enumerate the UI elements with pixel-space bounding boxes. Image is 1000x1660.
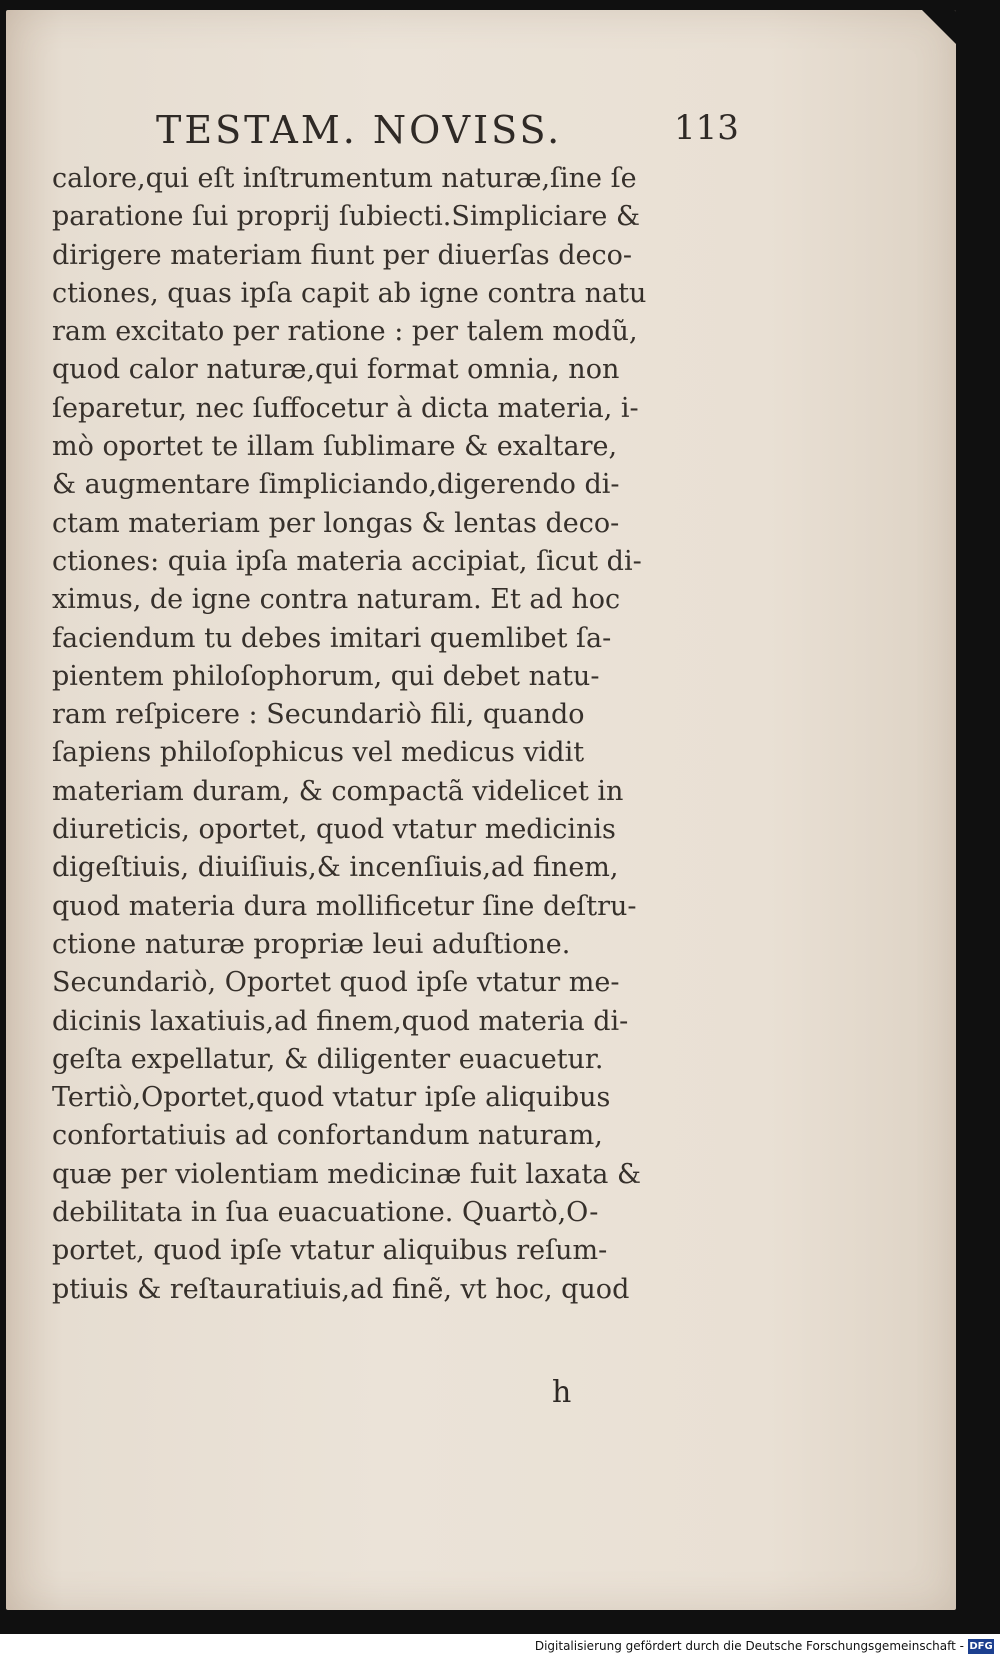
text-line: materiam duram, & compactã videlicet in [52, 775, 624, 807]
text-line: quod calor naturæ,qui format omnia, non [52, 354, 620, 386]
text-line: ram reſpicere : Secundariò fili, quando [52, 699, 585, 731]
text-line: & augmentare ſimpliciando,digerendo di- [52, 469, 620, 501]
page-header [156, 108, 739, 152]
text-line: Tertiò,Oportet,quod vtatur ipſe aliquibus [52, 1082, 611, 1114]
running-title: TESTAM. NOVISS. [156, 108, 563, 152]
text-line: calore,qui eſt inſtrumentum naturæ,ſine ſe [52, 163, 637, 194]
text-line: confortatiuis ad confortandum naturam, [52, 1120, 603, 1152]
text-line: ptiuis & reſtauratiuis,ad finẽ, vt hoc, quod [52, 1273, 630, 1305]
book-page [6, 10, 956, 1610]
text-line: mò oportet te illam ſublimare & exaltare, [52, 431, 618, 463]
body-text [52, 160, 712, 1309]
text-line: pientem philoſophorum, qui debet natu- [52, 660, 600, 692]
dfg-logo: DFG [969, 1641, 993, 1652]
text-line: ctam materiam per longas & lentas deco- [52, 507, 620, 539]
text-line: ſapiens philoſophicus vel medicus vidit [52, 737, 585, 769]
footer-bar [0, 1634, 1000, 1660]
page-number: 113 [674, 108, 739, 148]
text-line: paratione ſui proprij ſubiecti.Simpliciare & [52, 201, 641, 233]
text-line: ſeparetur, nec ſuffocetur à dicta materia, i- [52, 392, 639, 424]
text-line: ram excitato per ratione : per talem modũ, [52, 316, 638, 348]
text-line: Secundariò, Oportet quod ipſe vtatur me- [52, 967, 620, 999]
text-line: quod materia dura mollificetur ſine deſtru- [52, 890, 637, 922]
text-line: ctiones: quia ipſa materia accipiat, ſicut di- [52, 545, 642, 577]
signature-mark: h [552, 1375, 572, 1410]
text-line: debilitata in ſua euacuatione. Quartò,O- [52, 1197, 599, 1229]
text-line: digeſtiuis, diuiſiuis,& incenſiuis,ad finem, [52, 852, 619, 884]
text-line: quæ per violentiam medicinæ fuit laxata & [52, 1158, 641, 1190]
page-corner-fold [922, 10, 956, 44]
text-line: diureticis, oportet, quod vtatur medicinis [52, 814, 616, 846]
text-line: geſta expellatur, & diligenter euacuetur. [52, 1043, 604, 1075]
text-line: portet, quod ipſe vtatur aliquibus reſum- [52, 1235, 608, 1267]
text-line: faciendum tu debes imitari quemlibet ſa- [52, 622, 612, 654]
text-line: ximus, de igne contra naturam. Et ad hoc [52, 584, 621, 616]
text-line: ctiones, quas ipſa capit ab igne contra natu [52, 277, 647, 309]
funding-credit: Digitalisierung gefördert durch die Deutsche Forschungsgemeinschaft - [534, 1639, 964, 1653]
text-line: ctione naturæ propriæ leui aduſtione. [52, 928, 571, 960]
text-line: dicinis laxatiuis,ad finem,quod materia di- [52, 1005, 629, 1037]
text-line: dirigere materiam fiunt per diuerſas deco- [52, 239, 632, 271]
